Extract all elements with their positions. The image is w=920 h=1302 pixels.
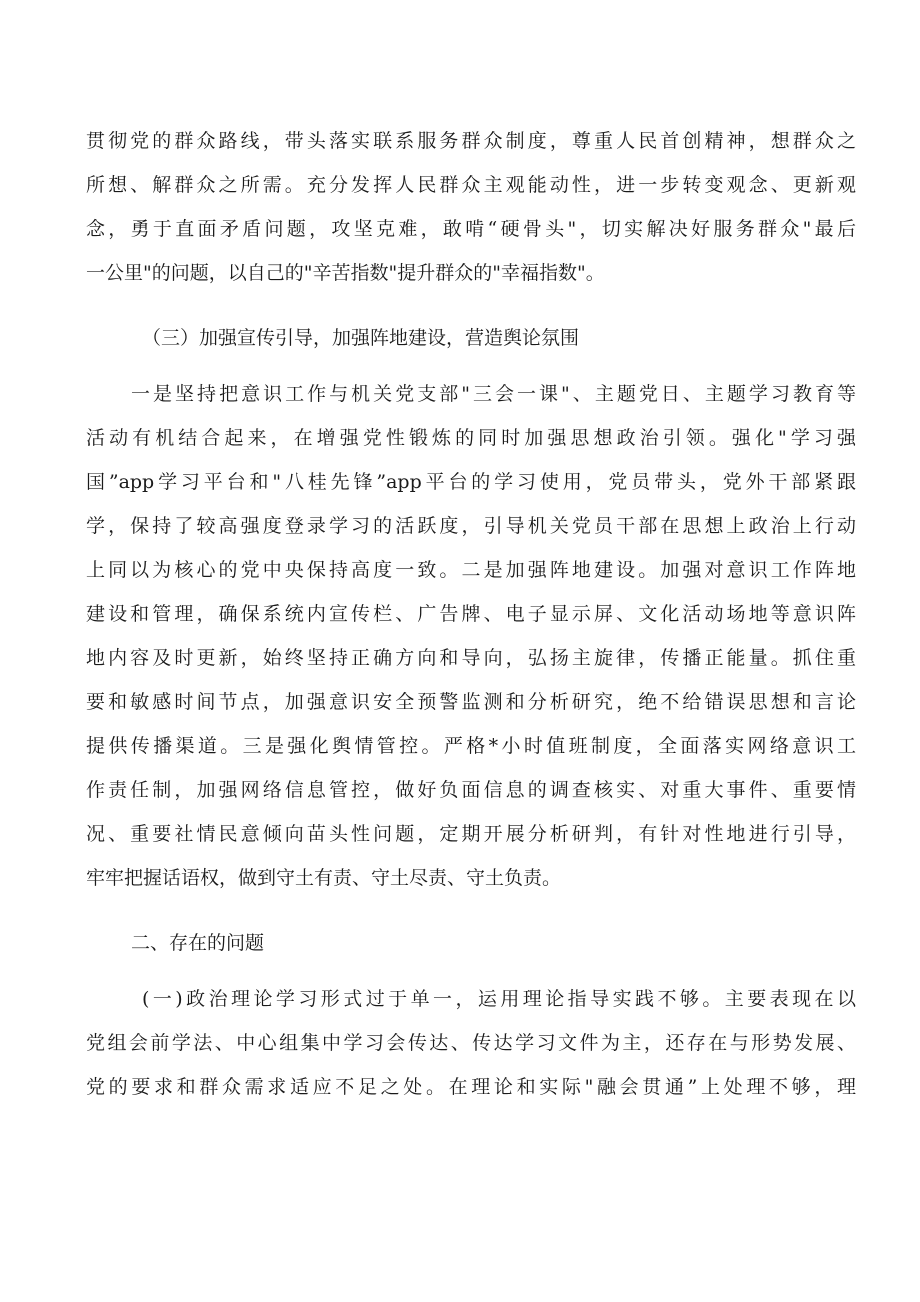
text-line: 况、重要社情民意倾向苗头性问题，定期开展分析研判，有针对性地进行引导， [86, 823, 856, 845]
paragraph-first-line: (一)政治理论学习形式过于单一，运用理论指导实践不够。主要表现在以 [142, 988, 856, 1010]
text-line: 上同以为核心的党中央保持高度一致。二是加强阵地建设。加强对意识工作阵地 [86, 559, 856, 581]
text-line: 要和敏感时间节点，加强意识安全预警监测和分析研究，绝不给错误思想和言论 [86, 691, 856, 713]
text-line: 活动有机结合起来，在增强党性锻炼的同时加强思想政治引领。强化"学习强 [86, 427, 856, 449]
text-line: 提供传播渠道。三是强化舆情管控。严格*小时值班制度，全面落实网络意识工 [86, 735, 856, 757]
text-line: 作责任制，加强网络信息管控，做好负面信息的调查核实、对重大事件、重要情 [86, 779, 856, 801]
text-line: 国”app学习平台和"八桂先锋”app平台的学习使用，党员带头，党外干部紧跟 [86, 471, 856, 493]
text-line: 牢牢把握话语权，做到守土有责、守土尽责、守土负责。 [86, 867, 562, 889]
text-line: 地内容及时更新，始终坚持正确方向和导向，弘扬主旋律，传播正能量。抓住重 [86, 647, 856, 669]
text-line: 学，保持了较高强度登录学习的活跃度，引导机关党员干部在思想上政治上行动 [86, 515, 856, 537]
section-heading: 二、存在的问题 [131, 932, 265, 954]
section-heading: （三）加强宣传引导，加强阵地建设，营造舆论氛围 [142, 327, 580, 349]
text-line: 念，勇于直面矛盾问题，攻坚克难，敢啃“硬骨头"，切实解决好服务群众"最后 [86, 218, 856, 240]
text-line: 所想、解群众之所需。充分发挥人民群众主观能动性，进一步转变观念、更新观 [86, 174, 856, 196]
text-line: 贯彻党的群众路线，带头落实联系服务群众制度，尊重人民首创精神，想群众之 [86, 130, 856, 152]
text-line: 建设和管理，确保系统内宣传栏、广告牌、电子显示屏、文化活动场地等意识阵 [86, 603, 856, 625]
text-line: 党组会前学法、中心组集中学习会传达、传达学习文件为主，还存在与形势发展、 [86, 1032, 856, 1054]
paragraph-first-line: 一是坚持把意识工作与机关党支部"三会一课"、主题党日、主题学习教育等 [131, 383, 856, 405]
text-line: 一公里"的问题，以自己的"辛苦指数"提升群众的"幸福指数"。 [86, 262, 605, 284]
text-line: 党的要求和群众需求适应不足之处。在理论和实际"融会贯通”上处理不够，理 [86, 1076, 856, 1098]
